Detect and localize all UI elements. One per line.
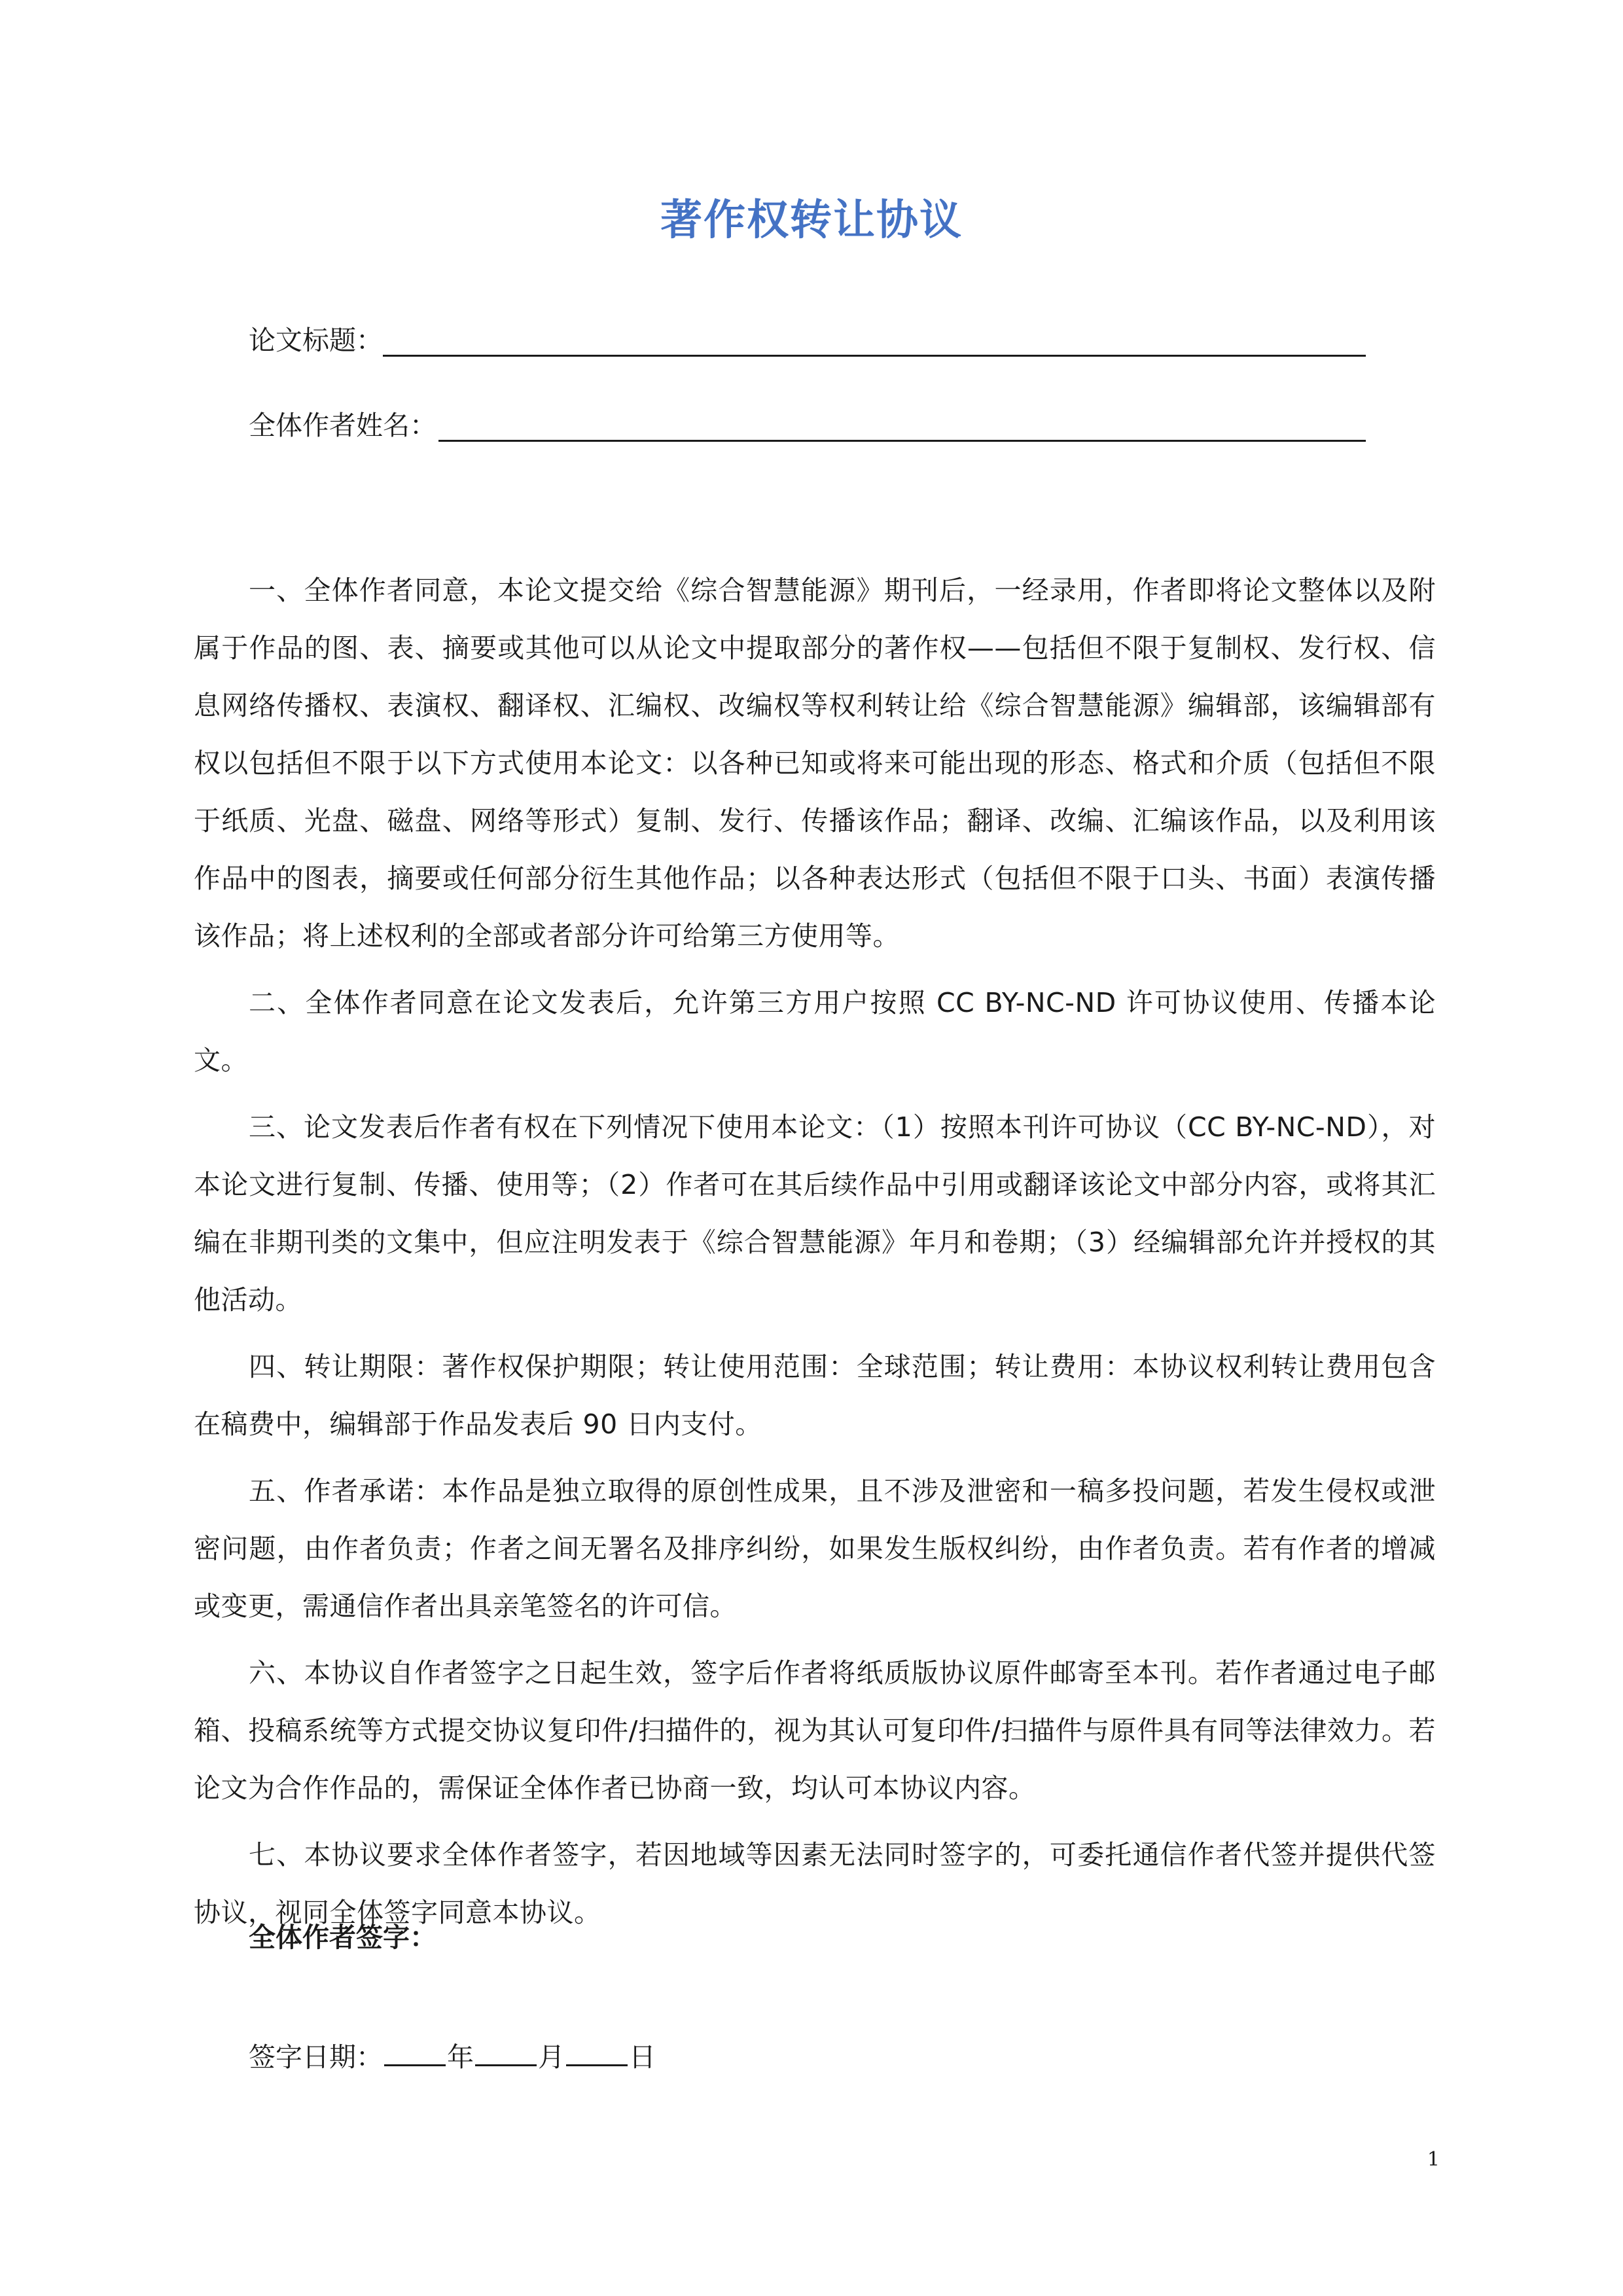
paper-title-label: 论文标题： — [249, 325, 383, 356]
paper-title-field — [249, 321, 383, 360]
date-label: 签字日期： — [249, 2041, 383, 2073]
clause-6: 六、本协议自作者签字之日起生效，签字后作者将纸质版协议原件邮寄至本刊。若作者通过电子邮箱、投稿系统等方式提交协议复印件/扫描件的，视为其认可复印件/扫描件与原件具有同等法律效力。若论文为合作作品的，需保证全体作者已协商一致，均认可本协议内容。 — [194, 1657, 1436, 1804]
clause-7: 七、本协议要求全体作者签字，若因地域等因素无法同时签字的，可委托通信作者代签并提供代签协议，视同全体签字同意本协议。 — [194, 1839, 1436, 1928]
day-label: 日 — [629, 2041, 656, 2073]
month-blank — [475, 2036, 537, 2066]
day-blank — [566, 2036, 628, 2066]
page-number: 1 — [1427, 2148, 1440, 2171]
signature-date — [249, 2036, 656, 2077]
authors-label: 全体作者姓名： — [249, 410, 437, 441]
clause-3: 三、论文发表后作者有权在下列情况下使用本论文：（1）按照本刊许可协议（CC BY-NC-ND），对本论文进行复制、传播、使用等；（2）作者可在其后续作品中引用或翻译该论文中部分内容，或将其汇编在非期刊类的文集中，但应注明发表于《综合智慧能源》年月和卷期；（3）经编辑部允许并授权的其他活动。 — [194, 1111, 1436, 1316]
document-title: 著作权转让协议 — [660, 196, 963, 245]
agreement-body — [194, 562, 1436, 1950]
paper-title-underline — [383, 355, 1366, 357]
signature-label: 全体作者签字： — [249, 1922, 437, 1953]
clause-5: 五、作者承诺：本作品是独立取得的原创性成果，且不涉及泄密和一稿多投问题，若发生侵权或泄密问题，由作者负责；作者之间无署名及排序纠纷，如果发生版权纠纷，由作者负责。若有作者的增减或变更，需通信作者出具亲笔签名的许可信。 — [194, 1475, 1436, 1622]
month-label: 月 — [538, 2041, 565, 2073]
clause-4: 四、转让期限：著作权保护期限；转让使用范围：全球范围；转让费用：本协议权利转让费用包含在稿费中，编辑部于作品发表后 90 日内支付。 — [194, 1351, 1436, 1440]
year-blank — [384, 2036, 446, 2066]
clause-1: 一、全体作者同意，本论文提交给《综合智慧能源》期刊后，一经录用，作者即将论文整体以及附属于作品的图、表、摘要或其他可以从论文中提取部分的著作权——包括但不限于复制权、发行权、信息网络传播权、表演权、翻译权、汇编权、改编权等权利转让给《综合智慧能源》编辑部，该编辑部有权以包括但不限于以下方式使用本论文：以各种已知或将来可能出现的形态、格式和介质（包括但不限于纸质、光盘、磁盘、网络等形式）复制、发行、传播该作品；翻译、改编、汇编该作品，以及利用该作品中的图表，摘要或任何部分衍生其他作品；以各种表达形式（包括但不限于口头、书面）表演传播该作品；将上述权利的全部或者部分许可给第三方使用等。 — [194, 575, 1436, 952]
authors-underline — [438, 440, 1366, 442]
clause-2: 二、全体作者同意在论文发表后，允许第三方用户按照 CC BY-NC-ND 许可协议使用、传播本论文。 — [194, 987, 1436, 1076]
year-label: 年 — [447, 2041, 474, 2073]
authors-field — [249, 406, 437, 445]
